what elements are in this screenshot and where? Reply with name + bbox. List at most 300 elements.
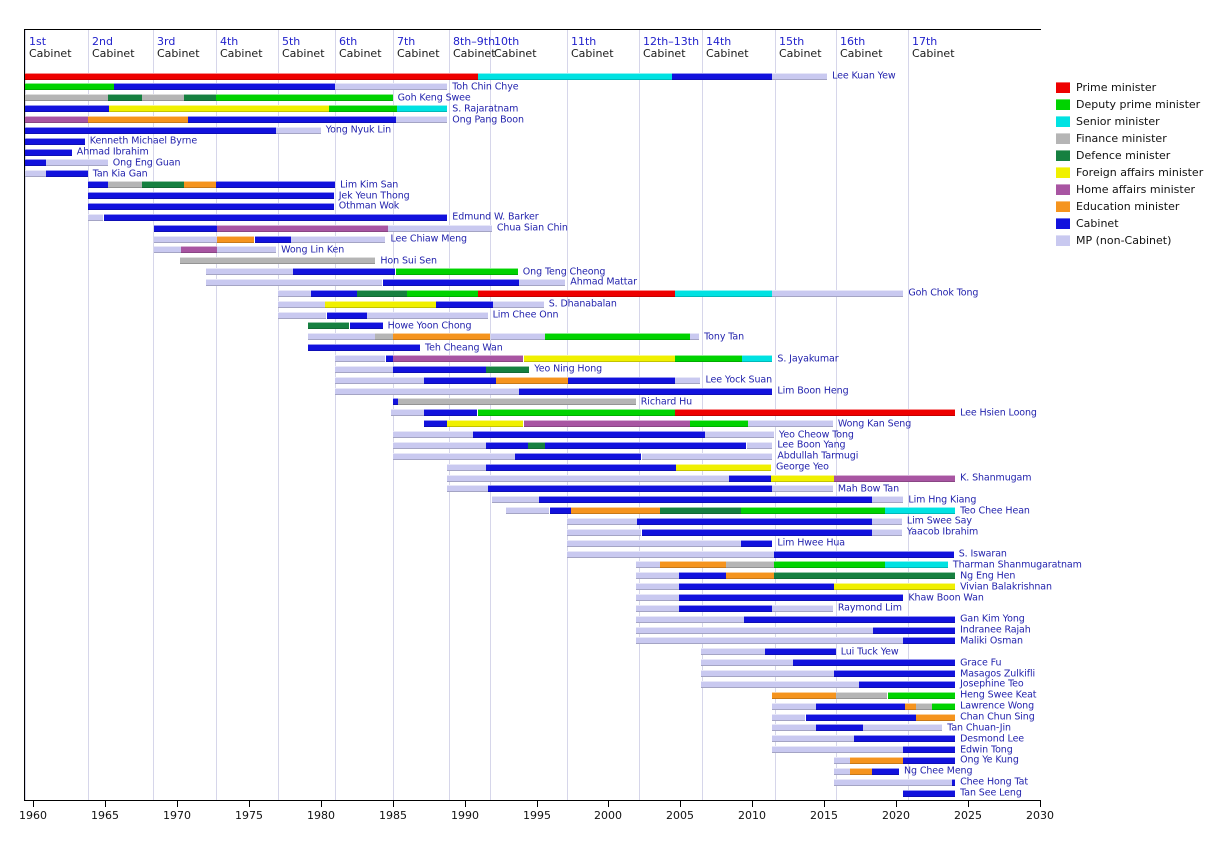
legend-label-mp: MP (non-Cabinet) — [1076, 234, 1172, 247]
legend-label-fa: Foreign affairs minister — [1076, 166, 1204, 179]
timeline-bar-cab — [24, 105, 109, 112]
timeline-bar-sm — [397, 105, 447, 112]
timeline-bar-cab — [255, 236, 291, 243]
cabinet-label-number: 11th — [571, 35, 597, 48]
timeline-bar-mp — [492, 496, 540, 503]
timeline-bar-fin — [836, 692, 888, 699]
timeline-bar-cab — [393, 366, 487, 373]
person-name-label: S. Dhanabalan — [548, 298, 617, 310]
x-axis-tick — [249, 801, 250, 807]
person-name-label: Ahmad Ibrahim — [76, 146, 149, 158]
person-name-label: Edwin Tong — [960, 744, 1013, 756]
person-name-label: Tony Tan — [704, 331, 745, 343]
cabinet-label — [397, 36, 440, 60]
timeline-bar-mp — [642, 453, 773, 460]
person-name-label: Lee Hsien Loong — [960, 407, 1037, 419]
timeline-bar-mp — [206, 279, 383, 286]
x-axis-tick — [105, 801, 106, 807]
timeline-bar-mp — [872, 496, 904, 503]
person-name-label: Ong Eng Guan — [112, 157, 181, 169]
cabinet-label-number: 16th — [840, 35, 866, 48]
x-axis-year-label: 1995 — [523, 809, 551, 822]
person-name-label: Ng Chee Meng — [904, 765, 973, 777]
timeline-bar-mp — [705, 431, 774, 438]
timeline-bar-ha — [217, 225, 388, 232]
person-name-label: Yeo Ning Hong — [534, 363, 603, 375]
cabinet-label-number: 4th — [220, 35, 239, 48]
timeline-bar-pm — [675, 409, 956, 416]
timeline-bar-fin — [916, 703, 932, 710]
timeline-bar-cab — [903, 637, 955, 644]
timeline-bar-dpm — [888, 692, 956, 699]
person-name-label: Yong Nyuk Lin — [325, 124, 392, 136]
timeline-bar-mp — [636, 572, 679, 579]
timeline-bar-ha — [393, 355, 524, 362]
cabinet-label-word: Cabinet — [571, 47, 614, 60]
timeline-bar-mp — [772, 714, 805, 721]
timeline-bar-fa — [771, 475, 834, 482]
person-name-label: Gan Kim Yong — [960, 613, 1025, 625]
x-axis-tick — [968, 801, 969, 807]
timeline-bar-mp — [834, 779, 952, 786]
timeline-bar-pm — [24, 73, 477, 80]
timeline-bar-cab — [741, 540, 773, 547]
x-axis-year-label: 1980 — [307, 809, 335, 822]
timeline-bar-dpm — [396, 268, 518, 275]
person-name-label: Lee Kuan Yew — [832, 70, 896, 82]
legend-swatch-pm — [1056, 82, 1070, 93]
x-axis-tick — [537, 801, 538, 807]
timeline-bar-sm — [478, 73, 672, 80]
x-axis-year-label: 1975 — [235, 809, 263, 822]
x-axis-tick — [33, 801, 34, 807]
timeline-bar-cab — [424, 420, 447, 427]
timeline-bar-mp — [278, 290, 311, 297]
person-name-label: Abdullah Tarmugi — [777, 450, 859, 462]
x-axis-tick — [1040, 801, 1041, 807]
x-axis-year-label: 1960 — [19, 809, 47, 822]
timeline-bar-def — [528, 442, 545, 449]
person-name-label: Teo Chee Hean — [960, 505, 1030, 517]
x-axis-tick — [321, 801, 322, 807]
timeline-bar-fin — [180, 257, 376, 264]
timeline-bar-mp — [396, 116, 448, 123]
person-name-label: Toh Chin Chye — [452, 81, 519, 93]
timeline-bar-mp — [391, 409, 424, 416]
timeline-bar-cab — [88, 181, 108, 188]
timeline-bar-cab — [679, 572, 727, 579]
timeline-bar-mp — [863, 724, 942, 731]
timeline-bar-dpm — [774, 561, 885, 568]
timeline-bar-mp — [335, 83, 447, 90]
x-axis-year-label: 2010 — [738, 809, 766, 822]
timeline-bar-cab — [679, 583, 834, 590]
x-axis-tick — [752, 801, 753, 807]
person-name-label: Kenneth Michael Byrne — [89, 135, 198, 147]
timeline-bar-mp — [278, 301, 326, 308]
timeline-bar-cab — [24, 159, 46, 166]
person-name-label: Khaw Boon Wan — [908, 592, 984, 603]
timeline-bar-fin — [375, 333, 392, 340]
timeline-bar-cab — [637, 518, 872, 525]
person-name-label: Wong Kan Seng — [837, 418, 912, 430]
timeline-bar-mp — [747, 442, 773, 449]
cabinet-label-word: Cabinet — [912, 47, 955, 60]
timeline-bar-dpm — [478, 409, 675, 416]
timeline-bar-fin — [142, 94, 184, 101]
timeline-bar-edu — [571, 507, 660, 514]
person-name-label: K. Shanmugam — [960, 472, 1032, 484]
legend-swatch-fa — [1056, 167, 1070, 178]
timeline-bar-def — [308, 322, 350, 329]
timeline-bar-cab — [729, 475, 771, 482]
x-axis-year-label: 2000 — [594, 809, 622, 822]
timeline-bar-mp — [393, 431, 474, 438]
timeline-bar-fin — [726, 561, 774, 568]
timeline-bar-sm — [675, 290, 773, 297]
person-name-label: S. Rajaratnam — [452, 103, 519, 115]
timeline-bar-cab — [816, 703, 905, 710]
x-axis-year-label: 2020 — [882, 809, 910, 822]
timeline-bar-mp — [567, 529, 642, 536]
timeline-bar-cab — [24, 138, 84, 145]
timeline-bar-mp — [24, 170, 46, 177]
legend-swatch-fin — [1056, 133, 1070, 144]
timeline-bar-cab — [519, 388, 772, 395]
cabinet-label — [453, 36, 496, 60]
timeline-bar-cab — [473, 431, 705, 438]
person-name-label: George Yeo — [776, 461, 829, 473]
timeline-bar-cab — [311, 290, 357, 297]
person-name-label: Lee Chiaw Meng — [390, 233, 467, 245]
person-name-label: Goh Keng Swee — [397, 92, 471, 104]
person-name-label: Lim Hwee Hua — [777, 537, 846, 549]
timeline-bar-mp — [278, 312, 327, 319]
timeline-bar-mp — [447, 475, 729, 482]
timeline-bar-mp — [636, 627, 873, 634]
person-name-label: Lee Yock Suan — [705, 374, 773, 386]
cabinet-label — [157, 36, 200, 60]
cabinet-label-word: Cabinet — [706, 47, 749, 60]
legend-label-edu: Education minister — [1076, 200, 1180, 213]
cabinet-label-word: Cabinet — [220, 47, 263, 60]
x-axis-tick — [896, 801, 897, 807]
legend-swatch-ha — [1056, 184, 1070, 195]
cabinet-label — [220, 36, 263, 60]
cabinet-label-word: Cabinet — [494, 47, 537, 60]
timeline-bar-mp — [276, 127, 321, 134]
timeline-bar-fin — [398, 398, 635, 405]
timeline-bar-mp — [636, 583, 679, 590]
timeline-bar-mp — [393, 453, 515, 460]
timeline-bar-mp — [772, 735, 854, 742]
x-axis-tick — [393, 801, 394, 807]
cabinet-label-number: 12th–13th — [643, 35, 700, 48]
person-name-label: Hon Sui Sen — [380, 255, 437, 267]
person-name-label: Ng Eng Hen — [960, 570, 1016, 582]
timeline-bar-mp — [748, 420, 833, 427]
timeline-bar-cab — [859, 681, 955, 688]
timeline-bar-cab — [308, 344, 420, 351]
timeline-bar-mp — [335, 366, 393, 373]
timeline-bar-mp — [308, 333, 376, 340]
cabinet-label-number: 5th — [282, 35, 301, 48]
timeline-bar-fin — [108, 181, 143, 188]
timeline-bar-ha — [24, 116, 87, 123]
legend-label-ha: Home affairs minister — [1076, 183, 1195, 196]
timeline-bar-mp — [206, 268, 294, 275]
timeline-bar-edu — [905, 703, 917, 710]
timeline-bar-cab — [216, 181, 335, 188]
timeline-bar-fa — [676, 464, 771, 471]
timeline-bar-cab — [488, 485, 773, 492]
timeline-bar-cab — [774, 551, 954, 558]
timeline-bar-mp — [872, 529, 902, 536]
cabinet-label-number: 7th — [397, 35, 416, 48]
timeline-bar-fa — [524, 355, 675, 362]
person-name-label: Ahmad Mattar — [570, 276, 637, 288]
timeline-bar-mp — [388, 225, 492, 232]
cabinet-label — [494, 36, 537, 60]
person-name-label: Vivian Balakrishnan — [960, 581, 1052, 593]
timeline-bar-mp — [447, 485, 487, 492]
timeline-bar-dpm — [690, 420, 748, 427]
person-name-label: Lim Hng Kiang — [908, 494, 977, 506]
timeline-bar-mp — [701, 648, 766, 655]
timeline-bar-mp — [690, 333, 699, 340]
timeline-bar-cab — [104, 214, 448, 221]
person-name-label: Maliki Osman — [960, 635, 1023, 647]
timeline-bar-cab — [327, 312, 367, 319]
timeline-bar-mp — [567, 518, 638, 525]
cabinet-label-word: Cabinet — [453, 47, 496, 60]
timeline-bar-mp — [834, 757, 850, 764]
timeline-bar-edu — [850, 757, 903, 764]
cabinet-label — [779, 36, 822, 60]
timeline-bar-sm — [885, 507, 956, 514]
timeline-bar-mp — [491, 333, 546, 340]
timeline-bar-mp — [506, 507, 549, 514]
timeline-bar-dpm — [216, 94, 393, 101]
timeline-bar-cab — [88, 203, 334, 210]
timeline-bar-cab — [293, 268, 395, 275]
timeline-bar-cab — [88, 192, 334, 199]
timeline-bar-cab — [765, 648, 836, 655]
cabinet-label-number: 10th — [494, 35, 520, 48]
timeline-bar-mp — [636, 561, 661, 568]
timeline-bar-ha — [524, 420, 691, 427]
timeline-bar-mp — [701, 659, 793, 666]
cabinet-label-number: 3rd — [157, 35, 176, 48]
timeline-bar-fa — [447, 420, 523, 427]
timeline-bar-fin — [24, 94, 107, 101]
x-axis-year-label: 2015 — [810, 809, 838, 822]
person-name-label: Lim Chee Onn — [492, 309, 559, 321]
timeline-bar-edu — [850, 768, 872, 775]
legend-label-fin: Finance minister — [1076, 132, 1167, 145]
cabinet-label-word: Cabinet — [339, 47, 382, 60]
timeline-bar-mp — [335, 377, 424, 384]
person-name-label: Goh Chok Tong — [908, 287, 979, 299]
legend-label-pm: Prime minister — [1076, 81, 1157, 94]
timeline-bar-dpm — [545, 333, 690, 340]
timeline-bar-fa — [109, 105, 329, 112]
person-name-label: Grace Fu — [960, 657, 1002, 669]
timeline-bar-cab — [903, 790, 955, 797]
person-name-label: Desmond Lee — [960, 733, 1025, 745]
person-name-label: Howe Yoon Chong — [387, 320, 472, 332]
timeline-bar-mp — [154, 246, 181, 253]
timeline-bar-mp — [636, 637, 904, 644]
timeline-bar-mp — [291, 236, 386, 243]
timeline-bar-mp — [636, 594, 679, 601]
timeline-bar-cab — [903, 746, 955, 753]
x-axis-tick — [608, 801, 609, 807]
timeline-bar-cab — [952, 779, 955, 786]
timeline-bar-cab — [872, 768, 899, 775]
x-axis-tick — [680, 801, 681, 807]
timeline-bar-mp — [217, 246, 276, 253]
person-name-label: Masagos Zulkifli — [960, 668, 1036, 679]
cabinet-label — [29, 36, 72, 60]
timeline-bar-cab — [539, 496, 871, 503]
person-name-label: Richard Hu — [640, 396, 693, 408]
timeline-bar-cab — [436, 301, 494, 308]
legend-swatch-mp — [1056, 235, 1070, 246]
timeline-bar-pm — [478, 290, 675, 297]
timeline-bar-mp — [636, 605, 679, 612]
timeline-bar-cab — [515, 453, 642, 460]
person-name-label: Tharman Shanmugaratnam — [952, 559, 1082, 571]
person-name-label: Indranee Rajah — [960, 624, 1031, 636]
timeline-bar-edu — [217, 236, 254, 243]
cabinet-label — [643, 36, 699, 60]
timeline-bar-cab — [834, 670, 955, 677]
timeline-bar-cab — [350, 322, 383, 329]
person-name-label: Ong Ye Kung — [960, 754, 1019, 766]
timeline-bar-cab — [188, 116, 395, 123]
person-name-label: Chan Chun Sing — [960, 711, 1035, 723]
timeline-bar-fa — [325, 301, 436, 308]
x-axis-year-label: 2025 — [954, 809, 982, 822]
x-axis-year-label: 2005 — [666, 809, 694, 822]
legend-swatch-def — [1056, 150, 1070, 161]
x-axis-year-label: 1985 — [379, 809, 407, 822]
cabinet-boundary-gridline — [335, 29, 336, 800]
timeline-bar-dpm — [741, 507, 885, 514]
timeline-bar-edu — [393, 333, 491, 340]
timeline-bar-cab — [642, 529, 872, 536]
timeline-bar-dpm — [932, 703, 955, 710]
legend-swatch-cab — [1056, 218, 1070, 229]
timeline-bar-dpm — [675, 355, 743, 362]
cabinet-label-word: Cabinet — [29, 47, 72, 60]
cabinet-label-number: 2nd — [92, 35, 113, 48]
cabinet-label-number: 1st — [29, 35, 47, 48]
timeline-bar-cab — [383, 279, 520, 286]
timeline-bar-def — [142, 181, 184, 188]
timeline-bar-mp — [872, 518, 902, 525]
timeline-bar-def — [184, 94, 216, 101]
person-name-label: Lim Kim San — [340, 179, 399, 191]
cabinet-label — [840, 36, 883, 60]
x-axis-year-label: 2030 — [1026, 809, 1054, 822]
timeline-bar-cab — [806, 714, 917, 721]
timeline-bar-mp — [772, 703, 815, 710]
person-name-label: Lim Swee Say — [906, 515, 972, 527]
timeline-bar-mp — [88, 214, 104, 221]
timeline-bar-mp — [675, 377, 701, 384]
timeline-bar-ha — [834, 475, 955, 482]
timeline-bar-sm — [885, 561, 948, 568]
cabinet-label-number: 15th — [779, 35, 805, 48]
timeline-bar-cab — [816, 724, 864, 731]
person-name-label: Wong Lin Ken — [281, 244, 345, 256]
cabinet-label-word: Cabinet — [643, 47, 686, 60]
timeline-bar-mp — [393, 442, 487, 449]
timeline-bar-mp — [772, 605, 832, 612]
timeline-bar-mp — [701, 681, 859, 688]
person-name-label: Teh Cheang Wan — [425, 342, 503, 354]
cabinet-label — [92, 36, 135, 60]
timeline-bar-cab — [854, 735, 955, 742]
cabinet-label-word: Cabinet — [92, 47, 135, 60]
timeline-bar-mp — [46, 159, 108, 166]
timeline-bar-mp — [335, 355, 385, 362]
cabinet-label — [706, 36, 749, 60]
person-name-label: Lim Boon Heng — [777, 385, 849, 397]
person-name-label: Raymond Lim — [837, 602, 902, 614]
timeline-bar-edu — [184, 181, 216, 188]
person-name-label: Jek Yeun Thong — [338, 190, 410, 201]
cabinet-label-number: 17th — [912, 35, 938, 48]
person-name-label: Lee Boon Yang — [777, 439, 846, 451]
cabinet-label — [571, 36, 614, 60]
timeline-bar-sm — [742, 355, 772, 362]
y-axis-line — [24, 29, 25, 800]
timeline-bar-cab — [550, 507, 572, 514]
cabinet-label-word: Cabinet — [840, 47, 883, 60]
cabinet-label-word: Cabinet — [397, 47, 440, 60]
x-axis-tick — [177, 801, 178, 807]
timeline-bar-edu — [496, 377, 568, 384]
timeline-bar-cab — [424, 409, 477, 416]
legend-swatch-edu — [1056, 201, 1070, 212]
plot-top-border — [24, 29, 1041, 30]
timeline-bar-cab — [679, 605, 773, 612]
person-name-label: Mah Bow Tan — [837, 483, 900, 495]
timeline-bar-cab — [793, 659, 956, 666]
timeline-bar-cab — [24, 127, 276, 134]
person-name-label: Ong Teng Cheong — [522, 266, 606, 278]
timeline-bar-edu — [772, 692, 835, 699]
timeline-bar-fa — [834, 583, 955, 590]
timeline-bar-mp — [567, 540, 741, 547]
timeline-bar-cab — [24, 149, 72, 156]
timeline-bar-dpm — [24, 83, 113, 90]
person-name-label: Tan Kia Gan — [92, 168, 148, 180]
legend-label-dpm: Deputy prime minister — [1076, 98, 1201, 111]
timeline-bar-mp — [772, 485, 832, 492]
timeline-bar-edu — [916, 714, 955, 721]
legend-swatch-sm — [1056, 116, 1070, 127]
timeline-bar-mp — [772, 73, 827, 80]
timeline-bar-mp — [772, 290, 903, 297]
x-axis-tick — [824, 801, 825, 807]
cabinet-label — [912, 36, 955, 60]
cabinet-label-word: Cabinet — [779, 47, 822, 60]
x-axis-tick — [465, 801, 466, 807]
